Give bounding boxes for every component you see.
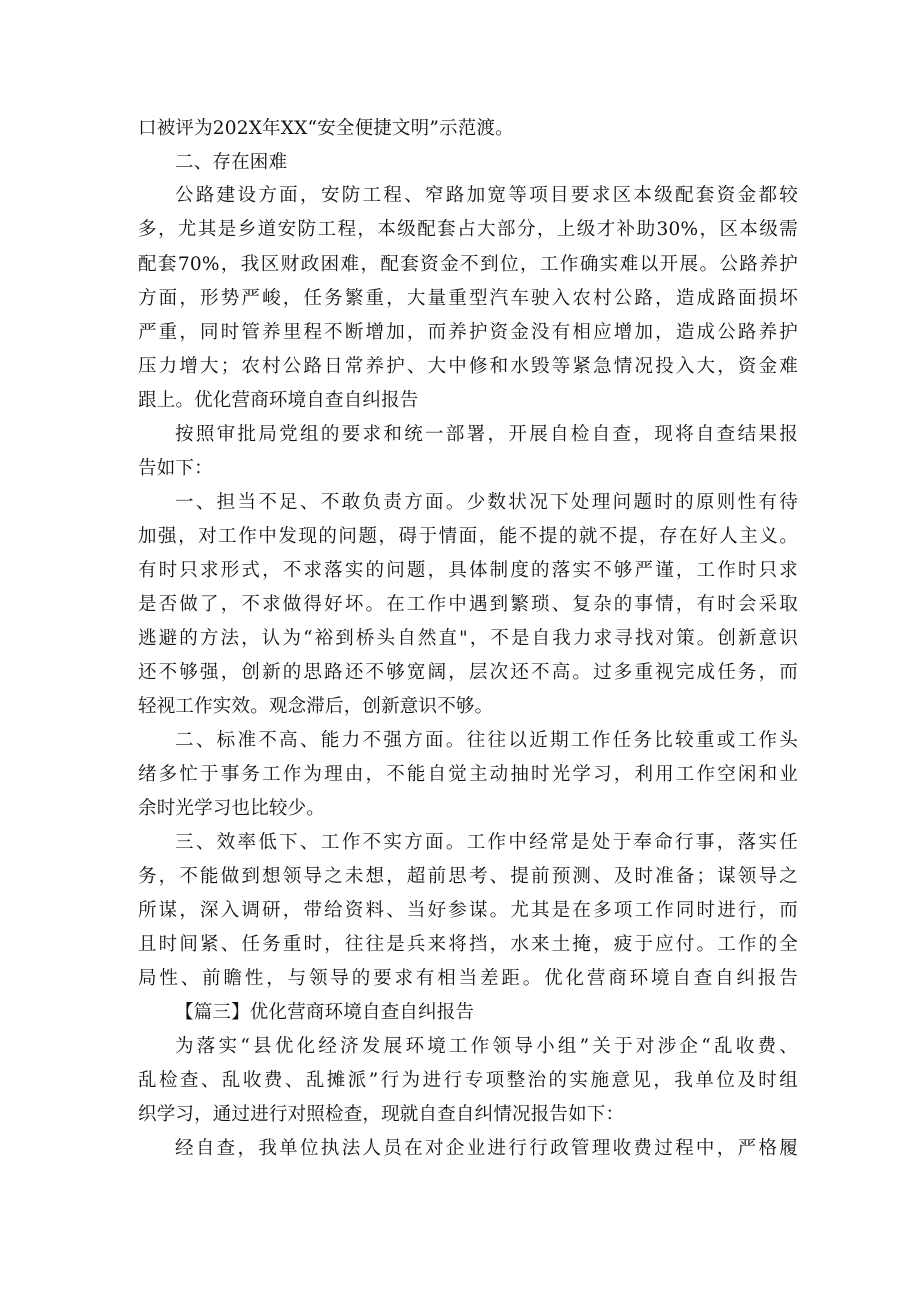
text-line: 逃避的方法，认为“裕到桥头自然直"，不是自我力求寻找对策。创新意识 [138, 628, 798, 649]
text-line: 务，不能做到想领导之未想，超前思考、提前预测、及时准备；谋领导之 [138, 866, 798, 887]
text-line: 是否做了，不求做得好坏。在工作中遇到繁琐、复杂的事情，有时会采取 [138, 594, 798, 615]
text-line: 配套70%，我区财政困难，配套资金不到位，工作确实难以开展。公路养护 [138, 254, 798, 275]
text-line: 且时间紧、任务重时，往往是兵来将挡，水来土掩，疲于应付。工作的全 [138, 934, 798, 955]
text-line: 压力增大；农村公路日常养护、大中修和水毁等紧急情况投入大，资金难 [138, 356, 798, 377]
text-line: 乱检查、乱收费、乱摊派”行为进行专项整治的实施意见，我单位及时组 [138, 1070, 798, 1091]
text-line: 三、效率低下、工作不实方面。工作中经常是处于奉命行事，落实任 [175, 832, 798, 853]
text-line: 严重，同时管养里程不断增加，而养护资金没有相应增加，造成公路养护 [138, 322, 798, 343]
text-line: 按照审批局党组的要求和统一部署，开展自检自查，现将自查结果报 [175, 424, 798, 445]
text-line: 轻视工作实效。观念滞后，创新意识不够。 [138, 696, 494, 717]
text-line: 织学习，通过进行对照检查，现就自查自纠情况报告如下： [138, 1104, 625, 1125]
text-line: 跟上。优化营商环境自查自纠报告 [138, 390, 419, 411]
text-line: 二、标准不高、能力不强方面。往往以近期工作任务比较重或工作头 [175, 730, 798, 751]
text-line: 为落实“县优化经济发展环境工作领导小组”关于对涉企“乱收费、 [175, 1036, 798, 1057]
section-heading: 二、存在困难 [175, 152, 288, 173]
text-line: 一、担当不足、不敢负责方面。少数状况下处理问题时的原则性有待 [175, 492, 798, 513]
text-line: 所谋，深入调研，带给资料、当好参谋。尤其是在多项工作同时进行，而 [138, 900, 798, 921]
text-line: 有时只求形式，不求落实的问题，具体制度的落实不够严谨，工作时只求 [138, 560, 798, 581]
text-line: 口被评为202X年XX“安全便捷文明”示范渡。 [138, 118, 514, 139]
text-line: 局性、前瞻性，与领导的要求有相当差距。优化营商环境自查自纠报告 [138, 968, 798, 989]
text-line: 还不够强，创新的思路还不够宽阔，层次还不高。过多重视完成任务，而 [138, 662, 798, 683]
text-line: 告如下： [138, 458, 213, 479]
text-line: 方面，形势严峻，任务繁重，大量重型汽车驶入农村公路，造成路面损坏 [138, 288, 798, 309]
text-line: 余时光学习也比较少。 [138, 798, 326, 819]
text-line: 多，尤其是乡道安防工程，本级配套占大部分，上级才补助30%，区本级需 [138, 219, 798, 240]
text-line: 公路建设方面，安防工程、窄路加宽等项目要求区本级配套资金都较 [175, 185, 798, 206]
text-line: 加强，对工作中发现的问题，碍于情面，能不提的就不提，存在好人主义。 [138, 526, 798, 547]
text-line: 绪多忙于事务工作为理由，不能自觉主动抽时光学习，利用工作空闲和业 [138, 764, 798, 785]
text-line: 经自查，我单位执法人员在对企业进行行政管理收费过程中，严格履 [175, 1138, 798, 1159]
section-heading: 【篇三】优化营商环境自查自纠报告 [175, 1002, 475, 1023]
